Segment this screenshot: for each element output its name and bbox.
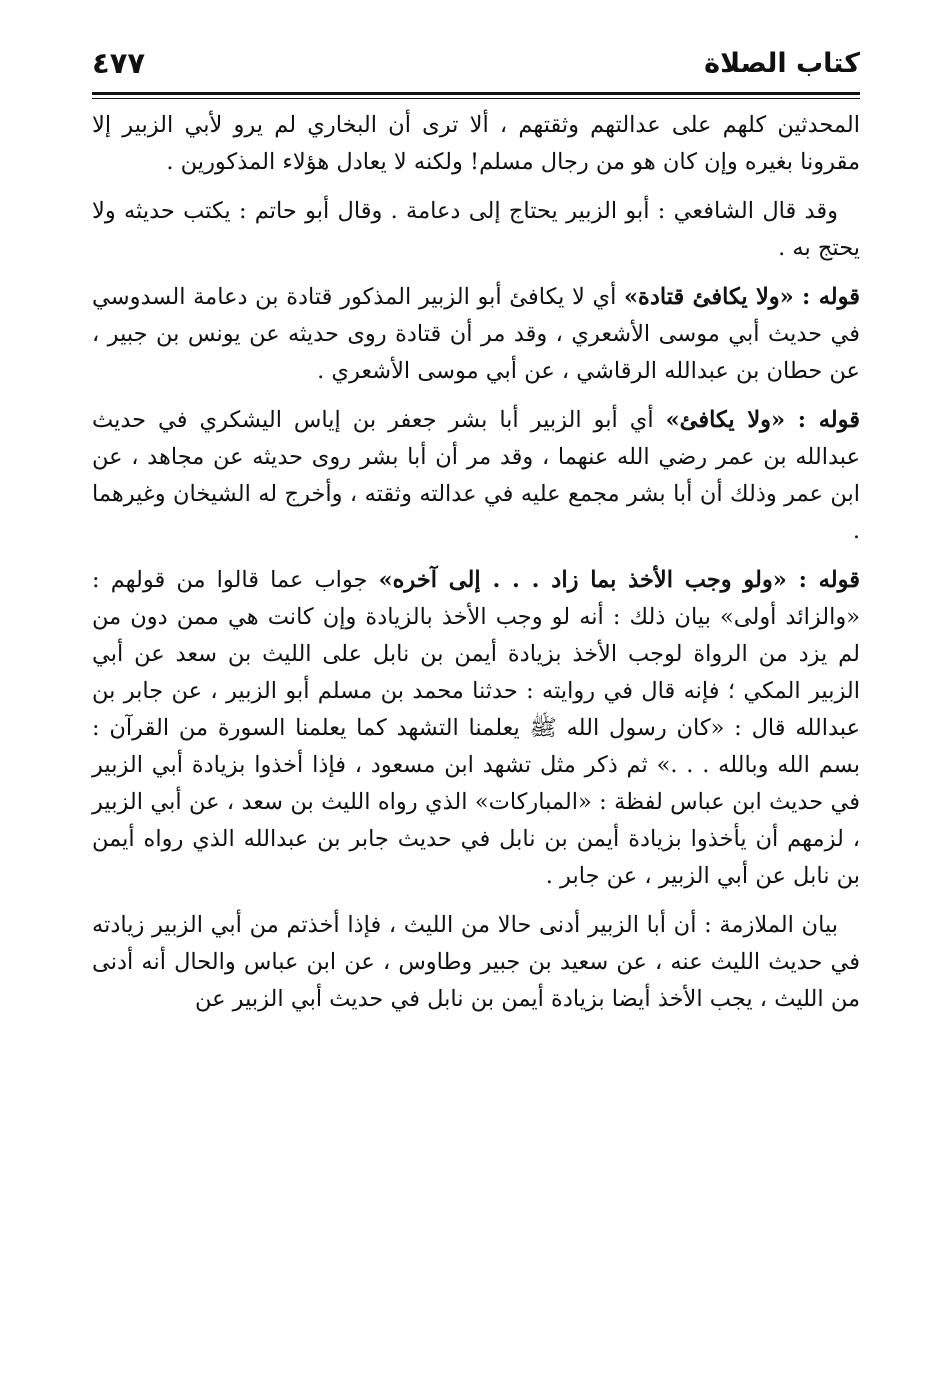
paragraph-2 <box>92 193 860 267</box>
paragraph-text: أي لا يكافئ أبو الزبير المذكور قتادة بن دعامة السدوسي في حديث أبي موسى الأشعري ، وقد مر أن قتادة روى حديثه عن يونس بن جبير ، عن حطان بن عبدالله الرقاشي ، عن أبي موسى الأشعري . <box>92 284 860 384</box>
paragraph-text: أي أبو الزبير أبا بشر جعفر بن إياس اليشكري في حديث عبدالله بن عمر رضي الله عنهما ، وقد مر أن أبا بشر روى حديثه عن مجاهد ، عن ابن عمر وذلك أن أبا بشر مجمع عليه في عدالته وثقته ، وأخرج له الشيخان وغيرهما . <box>92 407 861 544</box>
header-rule-thin <box>92 98 860 99</box>
paragraph-5 <box>92 562 860 895</box>
book-page <box>92 38 860 1338</box>
paragraph-lead: قوله : «ولا يكافئ» <box>665 407 860 433</box>
page-header <box>92 38 860 88</box>
paragraph-lead: قوله : «ولو وجب الأخذ بما زاد . . . إلى آخره» <box>378 567 860 593</box>
paragraph-3 <box>92 279 860 390</box>
paragraph-lead: قوله : «ولا يكافئ قتادة» <box>623 284 860 310</box>
page-number: ٤٧٧ <box>92 46 146 80</box>
paragraph-text: وقد قال الشافعي : أبو الزبير يحتاج إلى دعامة . وقال أبو حاتم : يكتب حديثه ولا يحتج به . <box>92 198 860 261</box>
running-title: كتاب الصلاة <box>704 48 860 79</box>
paragraph-text: المحدثين كلهم على عدالتهم وثقتهم ، ألا ترى أن البخاري لم يرو لأبي الزبير إلا مقرونا بغيره وإن كان هو من رجال مسلم! ولكنه لا يعادل هؤلاء المذكورين . <box>92 112 860 175</box>
paragraph-1 <box>92 107 860 181</box>
body-text <box>92 107 860 1018</box>
paragraph-text: بيان الملازمة : أن أبا الزبير أدنى حالا من الليث ، فإذا أخذتم من أبي الزبير زيادته في حديث الليث عنه ، عن سعيد بن جبير وطاوس ، عن ابن عباس والحال أنه أدنى من الليث ، يجب الأخذ أيضا بزيادة أيمن بن نابل في حديث أبي الزبير عن <box>92 912 860 1012</box>
header-rule-thick <box>92 92 860 95</box>
paragraph-text: جواب عما قالوا من قولهم : «والزائد أولى» بيان ذلك : أنه لو وجب الأخذ بالزيادة وإن كانت هي ممن دون من لم يزد من الرواة لوجب الأخذ بزيادة أيمن بن نابل على الليث بن سعد عن أبي الزبير المكي ؛ فإنه قال في روايته : حدثنا محمد بن مسلم أبو الزبير ، عن جابر بن عبدالله قال : «كان رسول الله ﷺ يعلمنا التشهد كما يعلمنا السورة من القرآن : بسم الله وبالله . . .» ثم ذكر مثل تشهد ابن مسعود ، فإذا أخذوا بزيادة أبي الزبير في حديث ابن عباس لفظة : «المباركات» الذي رواه الليث بن سعد ، عن أبي الزبير ، لزمهم أن يأخذوا بزيادة أيمن بن نابل في حديث جابر بن عبدالله الذي رواه أيمن بن نابل عن أبي الزبير ، عن جابر . <box>92 567 860 889</box>
paragraph-4 <box>92 402 860 550</box>
paragraph-6 <box>92 907 860 1018</box>
